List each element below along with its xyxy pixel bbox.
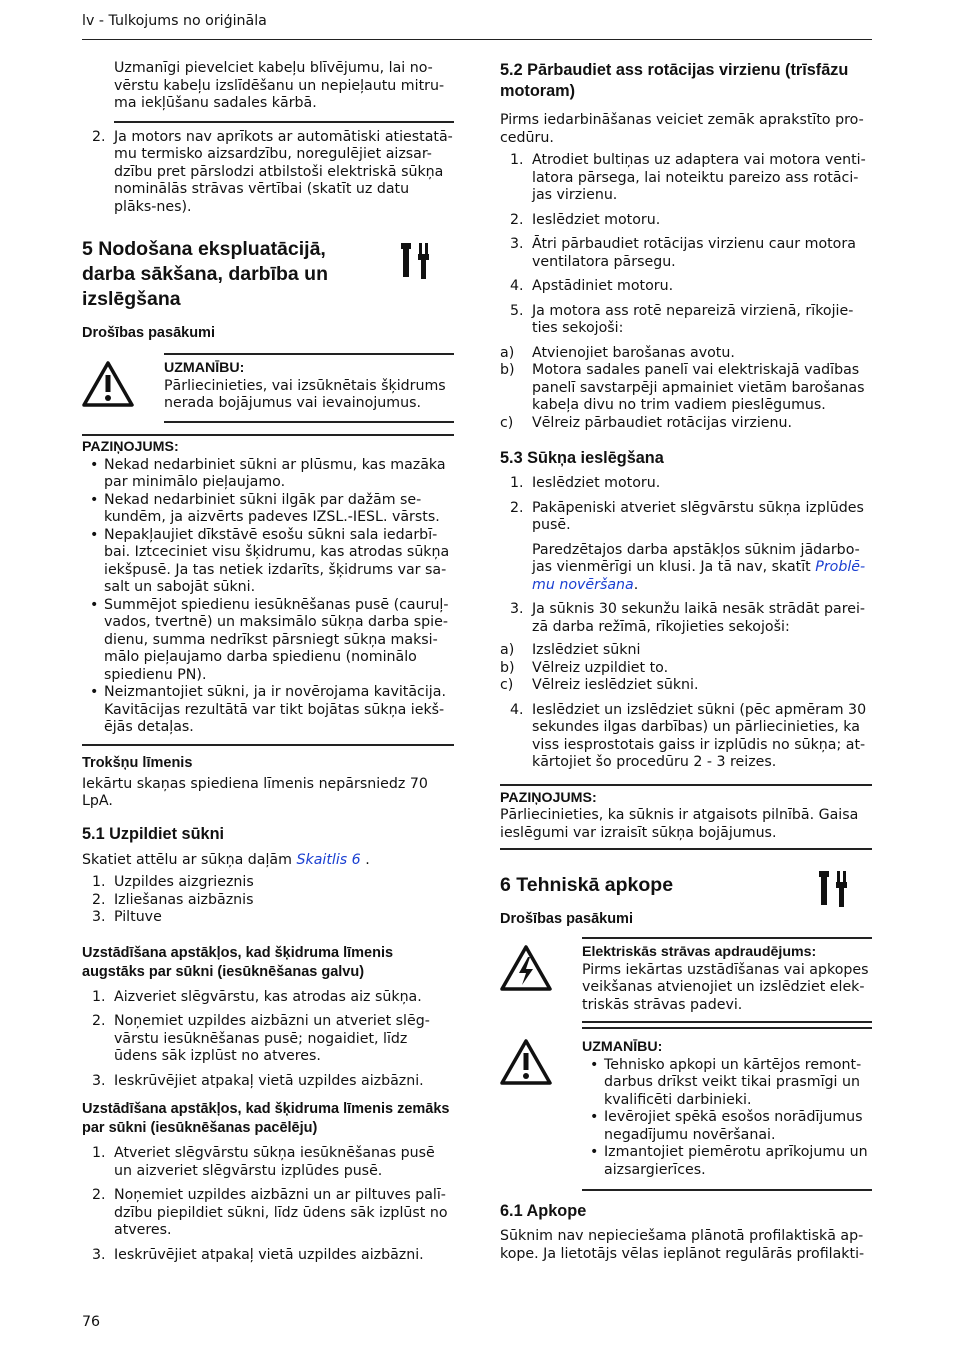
safety-heading: Drošības pasākumi [82, 325, 215, 341]
list-item: 3. Ja sūknis 30 sekunžu laikā nesāk strādāt parei-zā darba režīmā, rīkojieties sekojoši: [510, 601, 866, 635]
start-pump-list [500, 475, 872, 535]
parts-list [82, 874, 454, 927]
header-text: lv - Tulkojums no oriģināla [82, 13, 267, 29]
section-6-title: 6 Tehniskā apkope [500, 874, 674, 896]
notice-title: PAZIŅOJUMS: [500, 789, 597, 806]
start-pump-list-cont [500, 601, 872, 636]
list-item: • Izmantojiet piemērotu aprīkojumu un aizsargierīces. [590, 1144, 868, 1178]
note-text: . [633, 576, 639, 593]
caution-box [82, 353, 454, 423]
install-below-list [82, 1145, 454, 1264]
item-text: Atrodiet bultiņas uz adaptera vai motora venti-latora pārsega, lai noteiktu pareizo ass rotāci-jas virzienu. [532, 152, 866, 203]
item-text: Neizmantojiet sūkni, ja ir novērojama kavitācija. Kavitācijas rezultātā var tikt bojātas sūkņa iekš-ējās detaļas. [104, 684, 446, 735]
list-item: • Nekad nedarbiniet sūkni ar plūsmu, kas mazāka par minimālo pieļaujamo. [90, 456, 446, 490]
item-text: Nekad nedarbiniet sūkni ar plūsmu, kas mazāka par minimālo pieļaujamo. [104, 456, 446, 490]
list-item: 1. Atrodiet bultiņas uz adaptera vai motora venti-latora pārsega, lai noteiktu pareizo ass rotāci-jas virzienu. [510, 152, 866, 203]
ref-text: . [360, 851, 370, 868]
item-text: Ieslēdziet un izslēdziet sūkni (pēc apmēram 30 sekundes ilgas darbības) un pārliecinieties, ka viss iesprostotais gaiss ir izplūdis no sūkņa; at-kārtojiet šo procedūru 2 - 3 reizes. [532, 701, 867, 770]
maintenance-text: Sūknim nav nepieciešama plānotā profilaktiskā ap-kope. Ja lietotājs vēlas ieplānot regulārās profilakti- [500, 1228, 865, 1262]
item-text: Ātri pārbaudiet rotācijas virzienu caur motora ventilatora pārsegu. [532, 236, 856, 270]
notice-title: PAZIŅOJUMS: [82, 439, 179, 455]
list-item: 3. Piltuve [92, 909, 162, 925]
noise-heading: Trokšņu līmenis [82, 754, 193, 771]
divider [82, 434, 454, 436]
item-text: Ieslēdziet motoru. [532, 475, 661, 491]
item-text: Atvienojiet barošanas avotu. [532, 344, 735, 361]
item-text: Ievērojiet spēkā esošos norādījumus negadījumu novēršanai. [604, 1109, 863, 1143]
ref-text: Skatiet attēlu ar sūkņa daļām [82, 851, 297, 868]
caution-list [582, 1057, 872, 1180]
rotation-check-list [500, 152, 872, 338]
item-text: Summējot spiedienu iesūknēšanas pusē (cauruļ-vados, tvertnē) un maksimālo sūkņa darba spie-dienu, summa nedrīkst pārsniegt sūkņa maksi-mālo pieļaujamo darba spiedienu (nominālo spiedienu PN). [104, 596, 449, 683]
section-5-title: 5 Nodošana ekspluatācijā, darba sākšana, darbība un izslēgšana [82, 238, 329, 310]
list-item: 4. Apstādiniet motoru. [510, 278, 674, 294]
warning-icon [500, 1039, 552, 1085]
troubleshooting-link[interactable]: Problē-mu novēršana [532, 559, 866, 593]
divider [114, 121, 454, 123]
section-6-1-title: 6.1 Apkope [500, 1202, 587, 1220]
list-item: b) Motora sadales panelī vai elektriskajā vadības panelī savstarpēji apmainiet vietām barošanas kabeļa divu no trim vadiem pieslēgumus. [500, 362, 865, 413]
list-item [82, 129, 454, 217]
caution-text: Pārliecinieties, vai izsūknētais šķidrums nerada bojājumus vai ievainojumus. [164, 377, 446, 411]
left-column [82, 60, 454, 1264]
list-item: 3. Ieskrūvējiet atpakaļ vietā uzpildes aizbāzni. [92, 1246, 424, 1263]
electric-hazard-box [500, 937, 872, 1023]
item-text: Aizveriet slēgvārstu, kas atrodas aiz sūkņa. [114, 988, 422, 1005]
caution-title: UZMANĪBU: [164, 360, 245, 376]
item-text: Noņemiet uzpildes aizbāzni un ar piltuves palī-dzību piepildiet sūkni, līdz ūdens sāk izplūst no atveres. [114, 1187, 448, 1238]
list-item: 3. Ātri pārbaudiet rotācijas virzienu caur motora ventilatora pārsegu. [510, 236, 856, 270]
list-item: 1. Atveriet slēgvārstu sūkņa iesūknēšanas pusē un aizveriet slēgvārstu izplūdes pusē. [92, 1145, 435, 1179]
list-item: 1. Uzpildes aizgrieznis [92, 874, 254, 890]
item-text: Nekad nedarbiniet sūkni ilgāk par dažām se-kundēm, ja aizvērts padeves IZSL.-IESL. vārsts. [104, 491, 440, 525]
section-5-2-title: 5.2 Pārbaudiet ass rotācijas virzienu (trīsfāzu motoram) [500, 61, 849, 100]
item-text: Tehnisko apkopi un kārtējos remont-darbus drīkst veikt tikai prasmīgi un kvalificēti darbinieki. [604, 1056, 862, 1108]
item-text: Atveriet slēgvārstu sūkņa iesūknēšanas pusē un aizveriet slēgvārstu izplūdes pusē. [114, 1145, 435, 1179]
notice-text: Pārliecinieties, ka sūknis ir atgaisots pilnībā. Gaisa ieslēgumi var izraisīt sūkņa bojājumus. [500, 807, 859, 841]
item-text: Pakāpeniski atveriet slēgvārstu sūkņa izplūdes pusē. [532, 499, 864, 533]
list-item: b) Vēlreiz uzpildiet to. [500, 659, 669, 676]
operation-note [532, 542, 872, 595]
caution-box [500, 1027, 872, 1191]
list-item: a) Izslēdziet sūkni [500, 642, 641, 658]
item-text: Uzpildes aizgrieznis [114, 874, 254, 890]
cable-gland-note: Uzmanīgi pievelciet kabeļu blīvējumu, lai no-vērstu kabeļu izslīdēšanu un nepieļautu mitru-ma iekļūšanu sadales kārbā. [114, 60, 445, 111]
section-5-3-title: 5.3 Sūkņa ieslēgšana [500, 449, 664, 467]
item-text: Vēlreiz uzpildiet to. [532, 659, 669, 676]
list-item: c) Vēlreiz pārbaudiet rotācijas virzienu. [500, 414, 793, 431]
noise-text: Iekārtu skaņas spiediena līmenis nepārsniedz 70 LpA. [82, 775, 428, 809]
item-text: Nepakļaujiet dīkstāvē esošu sūkni sala iedarbī-bai. Iztceciniet visu šķidrumu, kas atrodas sūkņa iekšpusē. Ja tas netiek izdarīts, šķidrums var sa-salt un sabojāt sūkni. [104, 526, 450, 595]
page-number: 76 [82, 1314, 101, 1330]
item-text: Vēlreiz pārbaudiet rotācijas virzienu. [532, 414, 793, 431]
install-above-list [82, 989, 454, 1091]
section-5-1-title: 5.1 Uzpildiet sūkni [82, 824, 225, 843]
numbered-list [82, 129, 454, 217]
install-below-heading: Uzstādīšana apstākļos, kad šķidruma līmenis zemāks par sūkni (iesūknēšanas pacēlēju) [82, 1101, 450, 1136]
notice-list [82, 457, 454, 737]
item-text: Izliešanas aizbāznis [114, 891, 254, 908]
divider [500, 848, 872, 850]
electric-title: Elektriskās strāvas apdraudējums: [582, 944, 817, 960]
electric-text: Pirms iekārtas uzstādīšanas vai apkopes veikšanas atvienojiet un izslēdziet elek-triskās strāvas padevi. [582, 961, 869, 1013]
item-text: Ja motors nav aprīkots ar automātiski atiestatā-mu termisko aizsardzību, noregulējiet aizsar-dzību pret pārslodzi atbilstoši elektriskā sūkņa nominālās strāvas vērtībai (skatīt uz datu plāks-nes). [114, 128, 453, 215]
rotation-sub-list [500, 345, 872, 433]
install-above-heading: Uzstādīšana apstākļos, kad šķidruma līmenis augstāks par sūkni (iesūknēšanas galvu) [82, 944, 394, 980]
caution-title: UZMANĪBU: [582, 1039, 663, 1055]
list-item: 2. Pakāpeniski atveriet slēgvārstu sūkņa izplūdes pusē. [510, 499, 864, 533]
list-item: 2. Noņemiet uzpildes aizbāzni un atveriet slēg-vārstu iesūknēšanas pusē; nogaidiet, līdz ūdens sāk izplūst no atveres. [92, 1013, 430, 1064]
section-5-2-intro: Pirms iedarbināšanas veiciet zemāk aprakstīto pro-cedūru. [500, 112, 864, 146]
list-item: • Ievērojiet spēkā esošos norādījumus negadījumu novēršanai. [590, 1109, 863, 1143]
list-item: 2. Noņemiet uzpildes aizbāzni un ar piltuves palī-dzību piepildiet sūkni, līdz ūdens sāk izplūst no atveres. [92, 1187, 448, 1238]
start-pump-list-end [500, 702, 872, 772]
safety-heading: Drošības pasākumi [500, 911, 633, 927]
item-text: Ja motora ass rotē nepareizā virzienā, rīkojie-ties sekojoši: [532, 302, 854, 336]
right-column [500, 60, 872, 1263]
list-item: 2. Izliešanas aizbāznis [92, 891, 254, 908]
list-item: 2. Ieslēdziet motoru. [510, 211, 661, 228]
item-text: Ieskrūvējiet atpakaļ vietā uzpildes aizbāzni. [114, 1072, 424, 1089]
item-text: Vēlreiz ieslēdziet sūkni. [532, 677, 699, 693]
list-item: • Nekad nedarbiniet sūkni ilgāk par dažām se-kundēm, ja aizvērts padeves IZSL.-IESL. vārsts. [90, 491, 440, 525]
list-item: a) Atvienojiet barošanas avotu. [500, 344, 735, 361]
item-text: Ieslēdziet motoru. [532, 211, 661, 228]
item-text: Izslēdziet sūkni [532, 642, 641, 658]
list-item: 1. Ieslēdziet motoru. [510, 475, 661, 491]
warning-icon [82, 361, 134, 407]
item-number: 2. [92, 128, 106, 145]
divider [82, 744, 454, 746]
list-item: • Neizmantojiet sūkni, ja ir novērojama kavitācija. Kavitācijas rezultātā var tikt bojātas sūkņa iekš-ējās detaļas. [90, 684, 446, 735]
item-text: Ja sūknis 30 sekunžu laikā nesāk strādāt parei-zā darba režīmā, rīkojieties sekojoši: [532, 601, 866, 635]
item-text: Apstādiniet motoru. [532, 278, 674, 294]
list-item: 5. Ja motora ass rotē nepareizā virzienā, rīkojie-ties sekojoši: [510, 302, 854, 336]
tools-icon [400, 241, 432, 281]
list-item: • Nepakļaujiet dīkstāvē esošu sūkni sala iedarbī-bai. Iztceciniet visu šķidrumu, kas atrodas sūkņa iekšpusē. Ja tas netiek izdarīts, šķidrums var sa-salt un sabojāt sūkni. [90, 526, 450, 595]
divider [500, 784, 872, 786]
item-text: Izmantojiet piemērotu aprīkojumu un aizsargierīces. [604, 1144, 868, 1178]
page-header [82, 13, 872, 40]
electric-hazard-icon [500, 945, 552, 991]
figure-reference [82, 852, 454, 870]
note-text: Paredzētajos darba apstākļos sūknim jādarbo-jas vienmērīgi un klusi. Ja tā nav, skatīt [532, 541, 860, 575]
list-item: • Tehnisko apkopi un kārtējos remont-darbus drīkst veikt tikai prasmīgi un kvalificēti darbinieki. [590, 1056, 862, 1108]
start-sub-list [500, 642, 872, 695]
item-text: Noņemiet uzpildes aizbāzni un atveriet slēg-vārstu iesūknēšanas pusē; nogaidiet, līdz ūdens sāk izplūst no atveres. [114, 1013, 430, 1064]
figure-link[interactable]: Skaitlis 6 [296, 851, 361, 868]
page-footer [82, 1314, 100, 1332]
list-item: 3. Ieskrūvējiet atpakaļ vietā uzpildes aizbāzni. [92, 1072, 424, 1089]
item-text: Piltuve [114, 909, 162, 925]
list-item: • Summējot spiedienu iesūknēšanas pusē (cauruļ-vados, tvertnē) un maksimālo sūkņa darba spie-dienu, summa nedrīkst pārsniegt sūkņa maksi-mālo pieļaujamo darba spiedienu (nominālo spiedienu PN). [90, 596, 449, 683]
tools-icon [818, 869, 850, 909]
list-item: 1. Aizveriet slēgvārstu, kas atrodas aiz sūkņa. [92, 988, 422, 1005]
list-item: c) Vēlreiz ieslēdziet sūkni. [500, 677, 699, 693]
item-text: Motora sadales panelī vai elektriskajā vadības panelī savstarpēji apmainiet vietām barošanas kabeļa divu no trim vadiem pieslēgumus. [532, 362, 865, 413]
item-text: Ieskrūvējiet atpakaļ vietā uzpildes aizbāzni. [114, 1246, 424, 1263]
list-item: 4. Ieslēdziet un izslēdziet sūkni (pēc apmēram 30 sekundes ilgas darbības) un pārliecinieties, ka viss iesprostotais gaiss ir izplūdis no sūkņa; at-kārtojiet šo procedūru 2 - 3 reizes. [510, 701, 867, 770]
